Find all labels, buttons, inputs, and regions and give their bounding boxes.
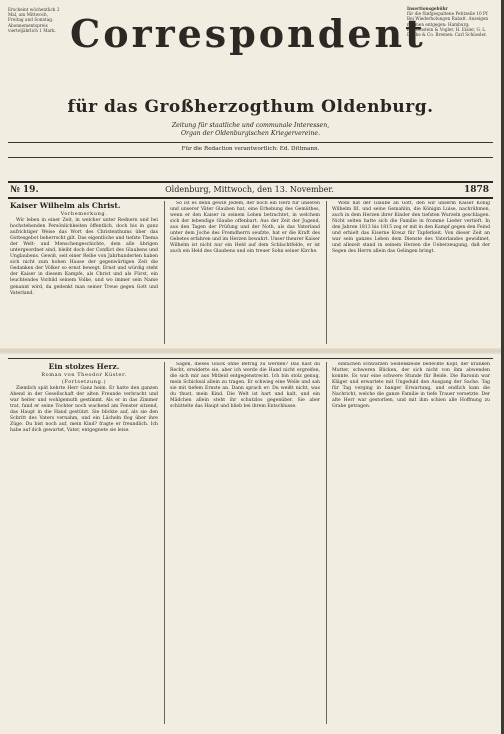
tagline-line-1: Zeitung für staatliche und communale Interessen, xyxy=(171,122,330,129)
article-text-feuilleton: Ziemlich spät kehrte Herr Ganz heim. Er hatte den ganzen Abend in der Gesellschaft der alten Freunde verbracht und war heiter und wohlgemuth gestimmt. Als er in das Zimmer trat, fand er seine Tochter noch wachend am Fenster sitzend, das Haupt in die Hand gestützt. Sie blickte auf, als sie den Schritt des Vaters vernahm, und ein Lächeln flog über ihre Züge. Du bist noch auf, mein Kind? fragte er freundlich. Ich habe auf dich gewartet, Vater, entgegnete sie leise. xyxy=(10,386,158,434)
column-3-upper xyxy=(332,201,490,344)
column-rule xyxy=(164,201,165,344)
column-rule xyxy=(326,201,327,344)
article-text-feuilleton-cont-2: einfachen schwarzen Seidenkleide bedeckte Kopf, der kranken Mutter, schweren Blicken, der sich nicht von ihm abwenden konnte. Es war eine schwere Stunde für Beide. Die Baronin war Kläger und erwartete mit Ungeduld den Ausgang der Sache. Tag für Tag verging in banger Erwartung, und endlich kam die Nachricht, welche die ganze Familie in tiefe Trauer versetzte. Der alte Herr war gestorben, und mit ihm schien alle Hoffnung zu Grabe getragen. xyxy=(332,362,490,410)
tagline-line-2: Organ der Oldenburgischen Kriegervereine. xyxy=(180,130,321,137)
issue-info xyxy=(10,184,489,196)
column-1-lower xyxy=(10,362,158,724)
column-2-upper xyxy=(170,201,320,344)
feuilleton-rule xyxy=(8,358,493,359)
article-text-kaiser: Wir leben in einer Zeit, in welcher unter Rednern und bei hochstehenden Persönlichkeiten öffentlich, doch bis in ganz aufrichtiger Weise das Wort des Christenthums über das Gottesgebot beherrscht gilt. Das eigentliche und tiefste Thema der Welt- und Menschengeschichte, dem alle übrigen untergeordnet sind, bleibt doch der Conflict des Glaubens und Unglaubens. Gewiß, seit einer Reihe von Jahrhunderten haben sich nicht zum hohen Hause der gegenwärtigen Zeit die Gedanken der Völker so ernst bewegt. Ernst und würdig steht der Kaiser in diesem Kampfe, als Christ und als Fürst, ein leuchtendes Vorbild seinem Volke, und wo immer sein Name genannt wird, da gedenkt man seiner Treue gegen Gott und Vaterland. xyxy=(10,218,158,296)
advertising-notice-text: für die fünfgespaltene Petitzeile 10 Pf. Bei Wiederholungen Rabatt. Anzeigen nehmen entgegen: Hamburg: Haasenstein & Vogler, H. Eisler, G. L. Daube & Co. Bremen: Carl Schüssler. xyxy=(407,11,489,38)
article-text-kaiser-cont-2: Wohl hat der Glaube an Gott, den wir unserm Kaiser König Wilhelm III. und seine Gemahlin, die Königin Luise, nachrühmen, auch in dem Herzen ihrer Kinder den tiefsten Wurzeln geschlagen. Nicht selten hatte sich die Familie in fromme Lieder vertieft. In den Jahren 1813 bis 1815 zog er mit in den Kampf gegen den Feind und erhielt das Eiserne Kreuz für Tapferkeit. Von dieser Zeit an war sein ganzes Leben dem Dienste des Vaterlandes gewidmet, und allezeit stand in seinem Herzen die Ueberzeugung, daß der Segen des Herrn allein das Gelingen bringt. xyxy=(332,201,490,255)
issue-rule-bottom xyxy=(8,197,493,199)
article-continued-note: (Fortsetzung.) xyxy=(61,379,107,385)
header-rule-mid xyxy=(8,157,493,158)
article-subhead-kaiser: Vorbemerkung. xyxy=(60,211,108,217)
issue-number: № 19. xyxy=(10,185,39,195)
article-author-feuilleton: Roman von Theodor Küster. xyxy=(41,372,127,378)
subscription-notice-text: Erscheint wöchentlich 2 Mal, am Mittwoch, Freitag und Sonntag. Abonnementspreis vierteljährlich 1 Mark. xyxy=(8,7,60,33)
column-rule xyxy=(164,362,165,724)
page-fold xyxy=(0,348,501,354)
newspaper-tagline xyxy=(10,122,491,138)
masthead xyxy=(70,11,426,56)
header-rule-top xyxy=(8,142,493,143)
column-rule xyxy=(326,362,327,724)
article-text-feuilleton-cont: Sagen, dieses Glück ohne Betrug zu werden? Das hast du Recht, erwiderte sie, aber ich werde die Hand nicht ergreifen, die sich mir aus Mitleid entgegenstreckt. Ich bin stolz genug, mein Schicksal allein zu tragen. Er schwieg eine Weile und sah sie mit tiefem Ernste an. Dann sprach er: Du weißt nicht, was du thust, mein Kind. Die Welt ist hart und kalt, und ein Mädchen allein steht ihr schutzlos gegenüber. Sie aber schüttelte das Haupt und blieb bei ihrem Entschlusse. xyxy=(170,362,320,410)
article-text-kaiser-cont: So ist es denn gewiß Jedem, der noch ein Herz für unseren und unserer Väter Glauben hat, eine Erhebung des Gemüthes, wenn er den Kaiser in seinem Leben betrachtet, in welchem sich der lebendige Glaube offenbart. Aus der Zeit der Jugend, aus den Tagen der Prüfung und der Noth, als das Vaterland unter dem Joche des Fremdherrn seufzte, hat er die Kraft des Gebetes erfahren und im Herzen bewahrt. Unser theurer Kaiser Wilhelm ist nicht nur ein Held auf dem Schlachtfelde, er ist auch ein Held des Glaubens und ein treuer Sohn seiner Kirche. xyxy=(170,201,320,255)
subscription-notice xyxy=(8,7,60,33)
issue-year: 1878 xyxy=(463,185,489,195)
issue-date: Oldenburg, Mittwoch, den 13. November. xyxy=(165,185,334,194)
article-title-feuilleton: Ein stolzes Herz. xyxy=(48,362,120,371)
issue-rule-top xyxy=(8,181,493,183)
article-title-kaiser: Kaiser Wilhelm als Christ. xyxy=(10,201,121,210)
newspaper-title: Correspondent xyxy=(70,11,426,56)
newspaper-subtitle: für das Großherzogthum Oldenburg. xyxy=(67,97,434,117)
advertising-notice-title: Insertionsgebühr xyxy=(407,6,448,11)
editor-line: Für die Redaction verantwortlich: Ed. Dittmann. xyxy=(181,146,320,152)
column-1-upper xyxy=(10,201,158,344)
column-3-lower xyxy=(332,362,490,724)
column-2-lower xyxy=(170,362,320,724)
